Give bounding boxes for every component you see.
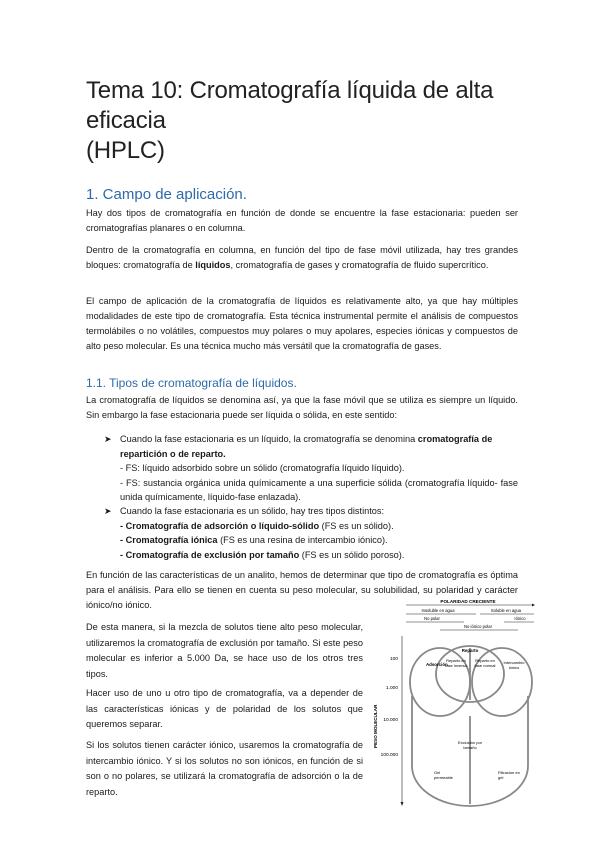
gel-filtration-label: Filtración en gel (498, 770, 520, 780)
title-line-3: (HPLC) (86, 137, 165, 164)
nonionic-polar-label: No iónico polar (464, 624, 492, 629)
partition-label: Reparto (461, 648, 479, 653)
paragraph-1: Hay dos tipos de cromatografía en función de donde se encuentre la fase estacionaria: pueden ser cromatografías planares o en columna. (86, 208, 518, 233)
ion-exchange-label: Intercambio iónico (503, 660, 525, 670)
arrow-bullet-icon: ➤ (104, 506, 112, 516)
section-heading-1: 1. Campo de aplicación. (86, 186, 247, 203)
y-axis-label: PESO MOLECULAR (373, 704, 378, 748)
bullet-sub-item: - FS: líquido adsorbido sobre un sólido (cromatografía líquido líquido). (120, 463, 405, 473)
bullet-sub-item: - FS: sustancia orgánica unida químicamente a una superficie sólida (cromatografía líquido- fase unida químicamente, líquido-fase enlazada). (120, 477, 518, 502)
title-line-2: eficacia (86, 107, 166, 134)
tick-100000: 100.000 (380, 753, 398, 758)
size-exclusion-label: Exclusión por tamaño (457, 740, 483, 750)
paragraph-6: De esta manera, si la mezcla de solutos tiene alto peso molecular, utilizaremos la cromatografía de exclusión por tamaño. Si este peso molecular es inferior a 5.000 Da, se hace uso de los otros tres tipos. (86, 622, 363, 679)
chromatography-selection-figure (368, 596, 538, 812)
section-heading-1-1: 1.1. Tipos de cromatografía de líquidos. (86, 376, 297, 390)
polarity-label: POLARIDAD CRECIENTE (440, 599, 496, 604)
title-line-1: Tema 10: Cromatografía líquida de alta (86, 77, 494, 104)
adsorption-label: Adsorción (426, 662, 448, 667)
bullet-liquid-phase: ➤ Cuando la fase estacionaria es un líquido, la cromatografía se denomina cromatografía de repartición o de reparto. - FS: líquido adsorbido sobre un sólido (cromatografía líquido líquido). - FS: sustancia orgánica unida químicamente a una superficie sólida (cromatografía líquido- fase unida químicamente, líquido-fase enlazada). (106, 432, 518, 505)
paragraph-2: Dentro de la cromatografía en columna, en función del tipo de fase móvil utilizada, hay tres grandes bloques: cromatografía de líquidos, cromatografía de gases y cromatografía de fluido supercrítico. (86, 245, 518, 270)
paragraph-5: En función de las características de un analito, hemos de determinar que tipo de cromatografía es óptima para el análisis. Para ello se tienen en cuenta su peso molecular, su solubilidad, su polaridad y carácter iónico/no iónico. (86, 570, 518, 610)
bullet-solid-phase: ➤ Cuando la fase estacionaria es un sólido, hay tres tipos distintos: - Cromatografía de adsorción o líquido-sólido (FS es un sólido). - Cromatografía iónica (FS es una resina de intercambio iónico). - Cromatografía de exclusión por tamaño (FS es un sólido poroso). (104, 506, 405, 560)
page-title (86, 76, 556, 166)
ionic-label: Iónico (514, 616, 526, 621)
insoluble-label: Insoluble en agua (421, 608, 455, 613)
gel-permeation-label: Gel permeable (434, 770, 453, 780)
tick-1000: 1.000 (385, 686, 398, 691)
paragraph-8: Si los solutos tienen carácter iónico, usaremos la cromatografía de intercambio iónico. Y si los solutos no son iónicos, en función de si son o no polares, se utilizará la cromatografía de adsorción o la de reparto. (86, 740, 363, 797)
nonpolar-label: No polar (424, 616, 440, 621)
reverse-phase-label: Reparto en fase inversa (445, 658, 467, 668)
tick-10000: 10.000 (383, 718, 398, 723)
soluble-label: Soluble en agua (490, 608, 522, 613)
paragraph-7: Hacer uso de uno u otro tipo de cromatografía, va a depender de las características iónicas y de polaridad de los solutos que queremos separar. (86, 688, 363, 729)
paragraph-4: La cromatografía de líquidos se denomina así, ya que la fase móvil que se utiliza es siempre un líquido. Sin embargo la fase estacionaria puede ser líquida o sólida, en este sentido: (86, 395, 518, 420)
arrow-bullet-icon: ➤ (104, 434, 112, 444)
tick-100: 100 (389, 657, 398, 662)
normal-phase-label: Reparto en fase normal (474, 658, 496, 668)
paragraph-3: El campo de aplicación de la cromatografía de líquidos es relativamente alto, ya que hay múltiples modalidades de este tipo de cromatografía. Esta técnica instrumental permite el análisis de compuestos termolábiles o no volátiles, compuestos muy polares o muy apolares, especies iónicas y compuestos de alto peso molecular. Es una técnica mucho más versátil que la cromatografía de gases. (86, 296, 518, 351)
